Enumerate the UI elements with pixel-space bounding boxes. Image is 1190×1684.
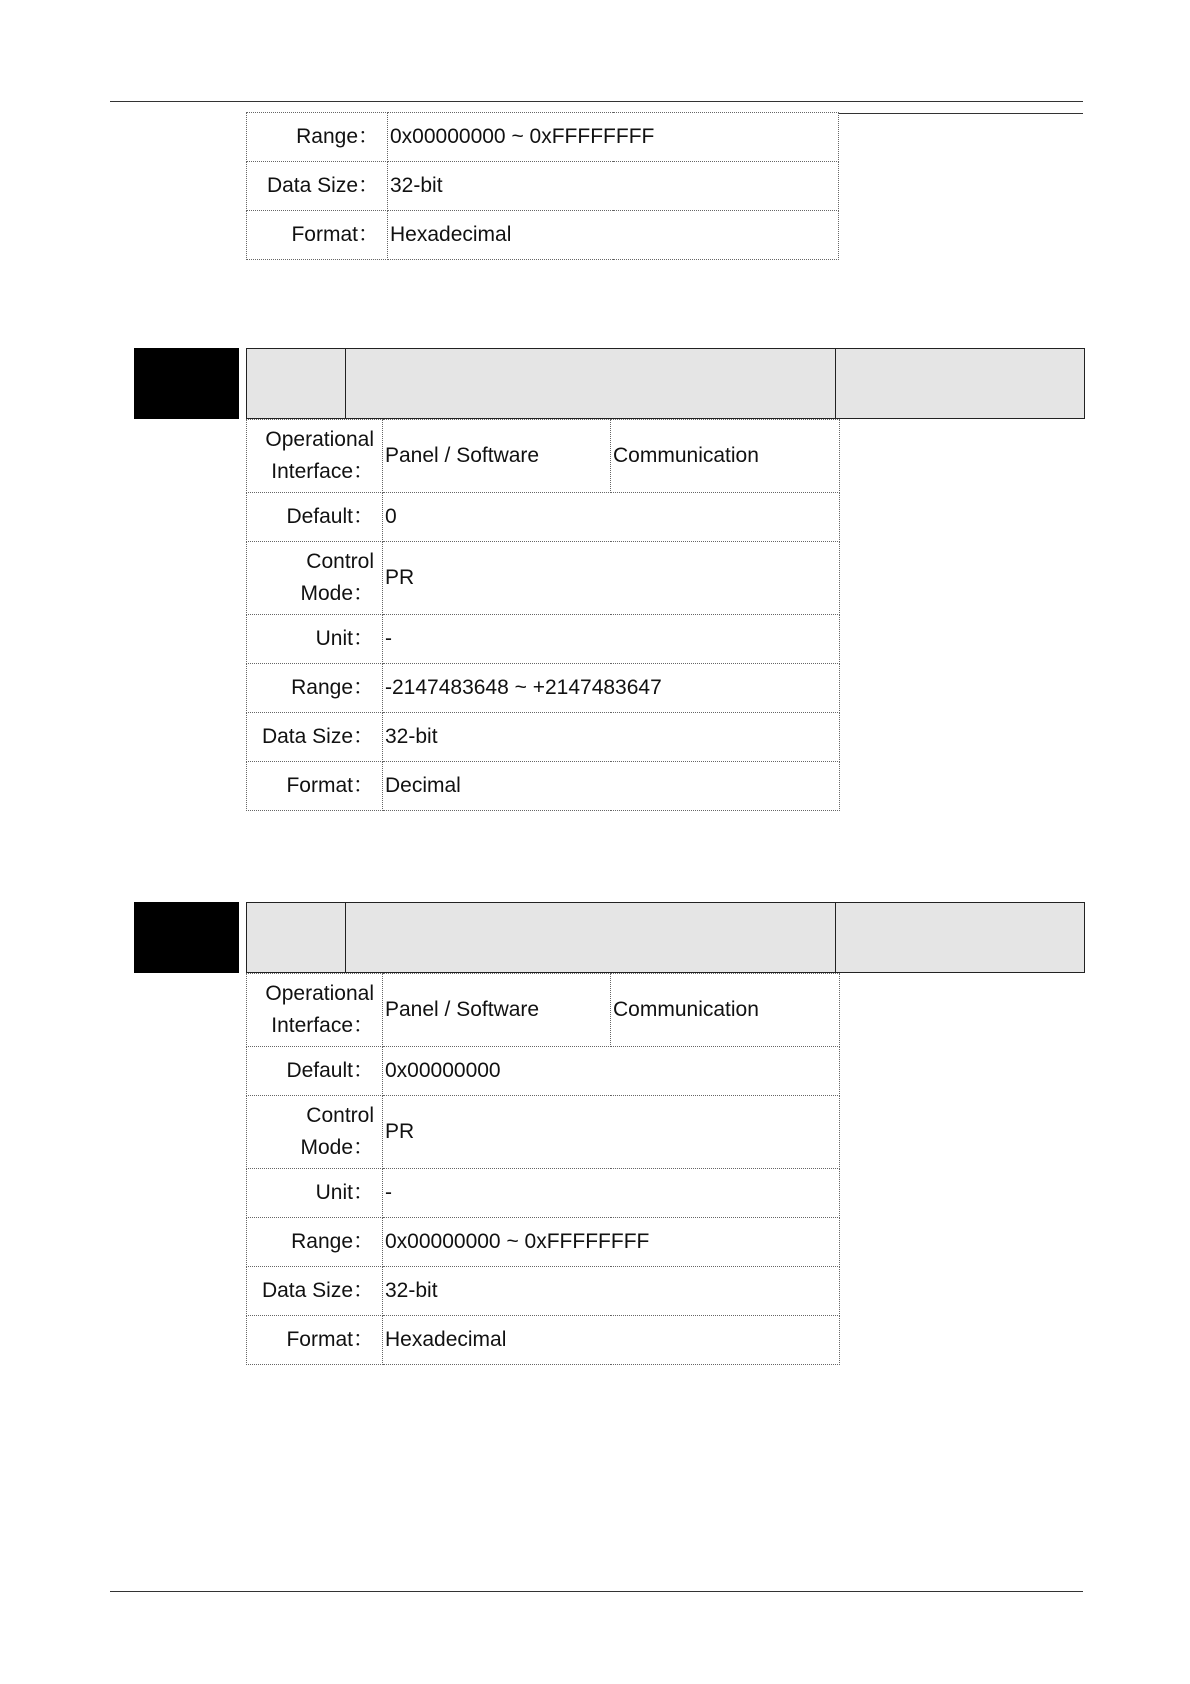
header-short-rule bbox=[838, 113, 1083, 114]
interface-label-line2: Interface： bbox=[271, 460, 374, 483]
table-row-data-size bbox=[247, 162, 839, 211]
interface-label-line1: Operational bbox=[265, 982, 374, 1005]
unit-label: Unit： bbox=[247, 1169, 383, 1218]
range-value: 0x00000000 ~ 0xFFFFFFFF bbox=[388, 113, 839, 162]
interface-comm: Communication bbox=[611, 974, 840, 1047]
table-row-format bbox=[247, 762, 840, 811]
interface-label-line2: Interface： bbox=[271, 1014, 374, 1037]
unit-value: - bbox=[383, 1169, 840, 1218]
table-row-format bbox=[247, 211, 839, 260]
param-table-1 bbox=[246, 419, 840, 811]
control-mode-label-line1: Control bbox=[306, 550, 374, 573]
table-row-default bbox=[247, 1047, 840, 1096]
table-row-data-size bbox=[247, 713, 840, 762]
format-value: Hexadecimal bbox=[383, 1316, 840, 1365]
table-row-data-size bbox=[247, 1267, 840, 1316]
interface-panel: Panel / Software bbox=[383, 974, 611, 1047]
control-mode-label-line2: Mode： bbox=[300, 582, 374, 605]
default-label: Default： bbox=[247, 493, 383, 542]
table-row-interface bbox=[247, 420, 840, 493]
data-size-label: Data Size： bbox=[247, 162, 388, 211]
range-label: Range： bbox=[247, 1218, 383, 1267]
param-code-box bbox=[134, 902, 239, 973]
default-value: 0x00000000 bbox=[383, 1047, 840, 1096]
control-mode-label-line2: Mode： bbox=[300, 1136, 374, 1159]
format-value: Hexadecimal bbox=[388, 211, 839, 260]
param-name-cell bbox=[345, 348, 837, 419]
param-code-box bbox=[134, 348, 239, 419]
interface-label bbox=[247, 420, 383, 493]
unit-value: - bbox=[383, 615, 840, 664]
param-address-cell bbox=[835, 348, 1085, 419]
control-mode-label bbox=[247, 1096, 383, 1169]
data-size-value: 32-bit bbox=[388, 162, 839, 211]
format-value: Decimal bbox=[383, 762, 840, 811]
param-table-2 bbox=[246, 973, 840, 1365]
table-row-default bbox=[247, 493, 840, 542]
data-size-value: 32-bit bbox=[383, 1267, 840, 1316]
table-row-range bbox=[247, 1218, 840, 1267]
control-mode-value: PR bbox=[383, 542, 840, 615]
default-value: 0 bbox=[383, 493, 840, 542]
format-label: Format： bbox=[247, 1316, 383, 1365]
table-row-unit bbox=[247, 1169, 840, 1218]
control-mode-value: PR bbox=[383, 1096, 840, 1169]
table-row-unit bbox=[247, 615, 840, 664]
table-row-range bbox=[247, 113, 839, 162]
format-label: Format： bbox=[247, 762, 383, 811]
format-label: Format： bbox=[247, 211, 388, 260]
data-size-label: Data Size： bbox=[247, 713, 383, 762]
param-table-continued bbox=[246, 112, 839, 260]
header-rule bbox=[110, 101, 1083, 102]
data-size-value: 32-bit bbox=[383, 713, 840, 762]
data-size-label: Data Size： bbox=[247, 1267, 383, 1316]
interface-comm: Communication bbox=[611, 420, 840, 493]
param-header-2 bbox=[134, 902, 1085, 973]
table-row-control-mode bbox=[247, 542, 840, 615]
control-mode-label bbox=[247, 542, 383, 615]
interface-label bbox=[247, 974, 383, 1047]
range-value: -2147483648 ~ +2147483647 bbox=[383, 664, 840, 713]
param-id-cell bbox=[246, 348, 347, 419]
range-label: Range： bbox=[247, 664, 383, 713]
table-row-range bbox=[247, 664, 840, 713]
interface-panel: Panel / Software bbox=[383, 420, 611, 493]
footer-rule bbox=[110, 1591, 1083, 1592]
range-value: 0x00000000 ~ 0xFFFFFFFF bbox=[383, 1218, 840, 1267]
table-row-format bbox=[247, 1316, 840, 1365]
table-row-control-mode bbox=[247, 1096, 840, 1169]
param-id-cell bbox=[246, 902, 347, 973]
interface-label-line1: Operational bbox=[265, 428, 374, 451]
default-label: Default： bbox=[247, 1047, 383, 1096]
param-address-cell bbox=[835, 902, 1085, 973]
unit-label: Unit： bbox=[247, 615, 383, 664]
range-label: Range： bbox=[247, 113, 388, 162]
control-mode-label-line1: Control bbox=[306, 1104, 374, 1127]
table-row-interface bbox=[247, 974, 840, 1047]
param-name-cell bbox=[345, 902, 837, 973]
param-header-1 bbox=[134, 348, 1085, 419]
